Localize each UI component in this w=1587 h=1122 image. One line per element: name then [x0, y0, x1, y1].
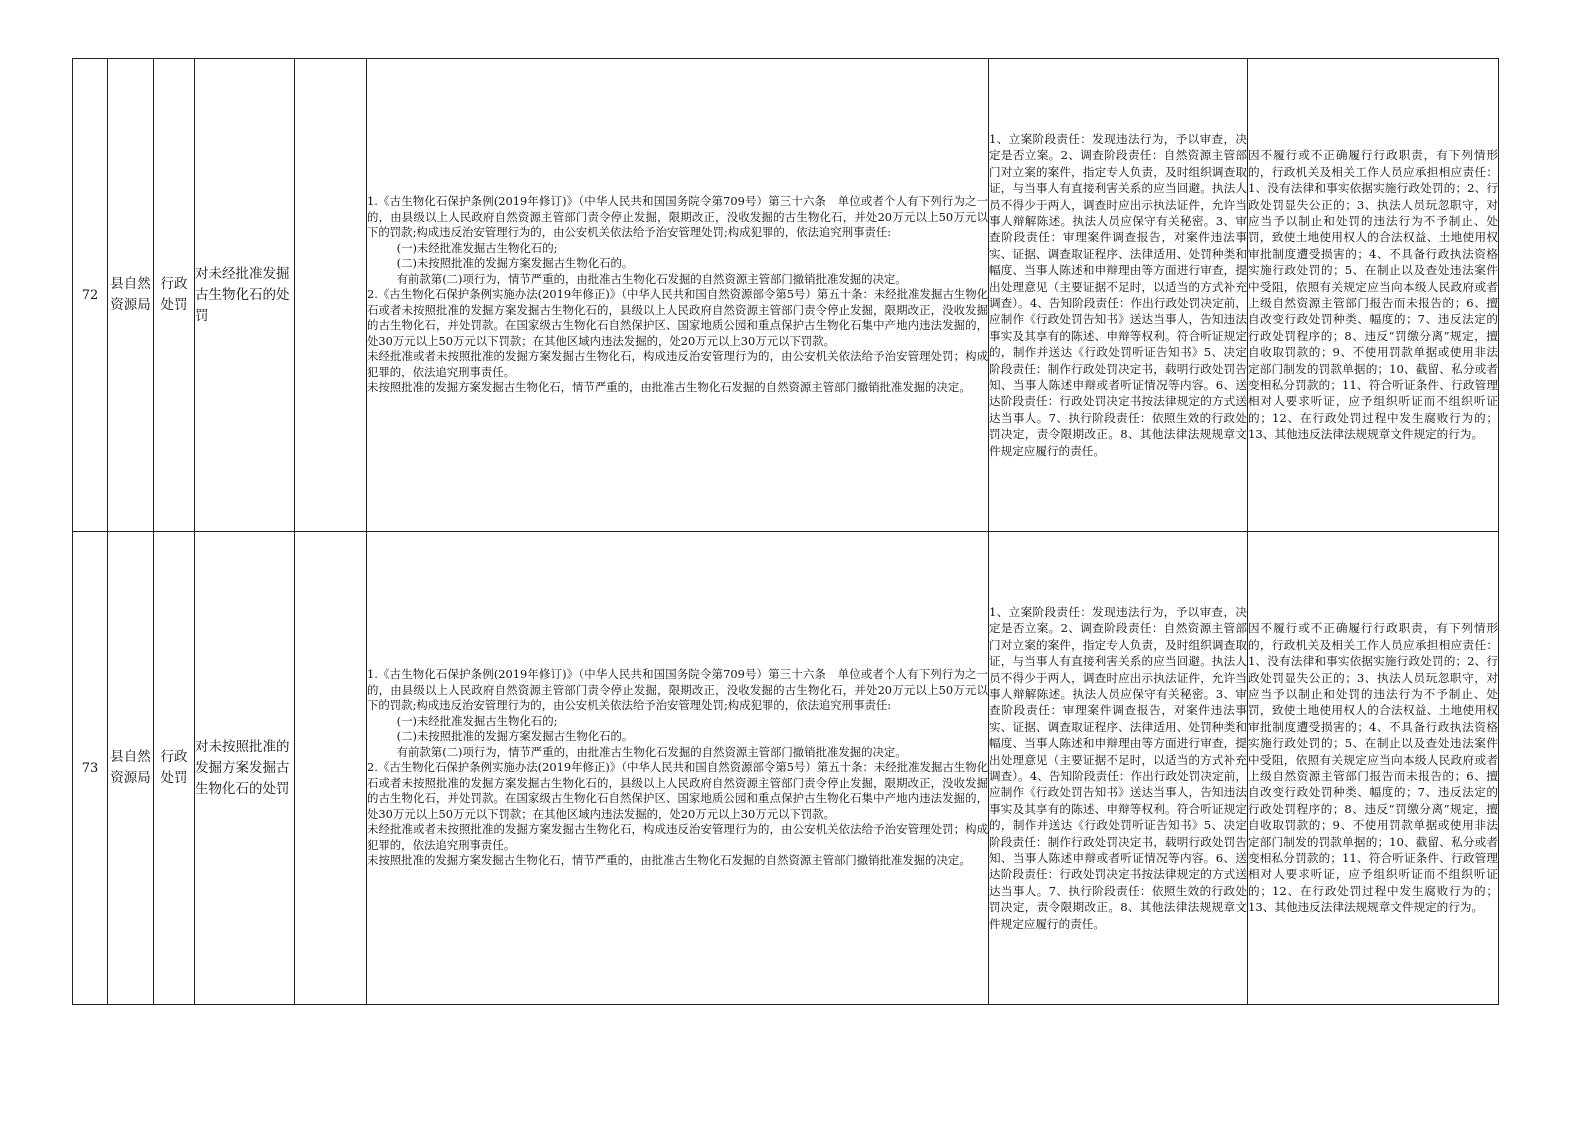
basis-paragraph: 2.《古生物化石保护条例实施办法(2019年修正)》（中华人民共和国自然资源部令第5号）第五十条：未经批准发掘古生物化石或者未按照批准的发掘方案发掘古生物化石的，县级以上人民政府自然资源主管部门责令停止发掘，限期改正，没收发掘的古生物化石，并处罚款。在国家级古生物化石自然保护区、国家地质公园和重点保护古生物化石集中产地内违法发掘的，处30万元以上50万元以下罚款；在其他区域内违法发掘的，处20万元以上30万元以下罚款。: [367, 287, 988, 348]
power-type-cell: 行政处罚: [154, 532, 195, 1005]
basis-paragraph: 未按照批准的发掘方案发掘古生物化石，情节严重的，由批准古生物化石发掘的自然资源主管部门撤销批准发掘的决定。: [367, 853, 971, 868]
basis-paragraph: 1.《古生物化石保护条例(2019年修订)》（中华人民共和国国务院令第709号）第三十六条 单位或者个人有下列行为之一的，由县级以上人民政府自然资源主管部门责令停止发掘，限期改正，没收发掘的古生物化石，并处20万元以上50万元以下的罚款;构成违反治安管理行为的，由公安机关依法给予治安管理处罚;构成犯罪的，依法追究刑事责任:: [367, 194, 988, 240]
table-row: [73, 532, 1499, 1005]
basis-paragraph: (一)未经批准发掘古生物化石的;: [396, 240, 558, 255]
basis-paragraph: 未按照批准的发掘方案发掘古生物化石，情节严重的，由批准古生物化石发掘的自然资源主管部门撤销批准发掘的决定。: [367, 380, 971, 395]
row-number: 73: [73, 532, 108, 1005]
responsibility-cell: 1、立案阶段责任：发现违法行为，予以审查，决定是否立案。2、调查阶段责任：自然资源主管部门对立案的案件，指定专人负责，及时组织调查取证，与当事人有直接利害关系的应当回避。执法人员不得少于两人，调查时应出示执法证件，允许当事人辩解陈述。执法人员应保守有关秘密。3、审查阶段责任：审理案件调查报告，对案件违法事实、证据、调查取证程序、法律适用、处罚种类和幅度、当事人陈述和申辩理由等方面进行审查，提出处理意见（主要证据不足时，以适当的方式补充调查）。4、告知阶段责任：作出行政处罚决定前，应制作《行政处罚告知书》送达当事人，告知违法事实及其享有的陈述、申辩等权利。符合听证规定的，制作并送达《行政处罚听证告知书》5、决定阶段责任：制作行政处罚决定书，载明行政处罚告知、当事人陈述申辩或者听证情况等内容。6、送达阶段责任：行政处罚决定书按法律规定的方式送达当事人。7、执行阶段责任：依照生效的行政处罚决定，责令限期改正。8、其他法律法规规章文件规定应履行的责任。: [989, 59, 1248, 532]
liability-cell: 因不履行或不正确履行行政职责，有下列情形的，行政机关及相关工作人员应承担相应责任：1、没有法律和事实依据实施行政处罚的；2、行政处罚显失公正的；3、执法人员玩忽职守，对应当予以制止和处罚的违法行为不予制止、处罚，致使土地使用权人的合法权益、土地使用权审批制度遭受损害的；4、不具备行政执法资格实施行政处罚的；5、在制止以及查处违法案件中受阻，依照有关规定应当向本级人民政府或者上级自然资源主管部门报告而未报告的；6、擅自改变行政处罚种类、幅度的；7、违反法定的行政处罚程序的；8、违反“罚缴分离”规定，擅自收取罚款的；9、不使用罚款单据或使用非法定部门制发的罚款单据的；10、截留、私分或者变相私分罚款的；11、符合听证条件、行政管理相对人要求听证，应予组织听证而不组织听证的；12、在行政处罚过程中发生腐败行为的；13、其他违反法律法规规章文件规定的行为。: [1248, 59, 1499, 532]
power-list-table: [72, 58, 1499, 1005]
basis-paragraph: 未经批准或者未按照批准的发掘方案发掘古生物化石，构成违反治安管理行为的，由公安机关依法给予治安管理处罚；构成犯罪的，依法追究刑事责任。: [367, 349, 988, 379]
department-cell: 县自然资源局: [108, 59, 154, 532]
basis-paragraph: (二)未按照批准的发掘方案发掘古生物化石的。: [396, 256, 634, 271]
item-name-cell: 对未按照批准的发掘方案发掘古生物化石的处罚: [195, 532, 295, 1005]
basis-paragraph: (一)未经批准发掘古生物化石的;: [396, 713, 558, 728]
empty-cell: [295, 59, 367, 532]
legal-basis-cell: [367, 59, 989, 532]
basis-paragraph: 未经批准或者未按照批准的发掘方案发掘古生物化石，构成违反治安管理行为的，由公安机关依法给予治安管理处罚；构成犯罪的，依法追究刑事责任。: [367, 822, 988, 852]
legal-basis-cell: [367, 532, 989, 1005]
table-row: [73, 59, 1499, 532]
empty-cell: [295, 532, 367, 1005]
responsibility-cell: 1、立案阶段责任：发现违法行为，予以审查，决定是否立案。2、调查阶段责任：自然资源主管部门对立案的案件，指定专人负责，及时组织调查取证，与当事人有直接利害关系的应当回避。执法人员不得少于两人，调查时应出示执法证件，允许当事人辩解陈述。执法人员应保守有关秘密。3、审查阶段责任：审理案件调查报告，对案件违法事实、证据、调查取证程序、法律适用、处罚种类和幅度、当事人陈述和申辩理由等方面进行审查，提出处理意见（主要证据不足时，以适当的方式补充调查）。4、告知阶段责任：作出行政处罚决定前，应制作《行政处罚告知书》送达当事人，告知违法事实及其享有的陈述、申辩等权利。符合听证规定的，制作并送达《行政处罚听证告知书》5、决定阶段责任：制作行政处罚决定书，载明行政处罚告知、当事人陈述申辩或者听证情况等内容。6、送达阶段责任：行政处罚决定书按法律规定的方式送达当事人。7、执行阶段责任：依照生效的行政处罚决定，责令限期改正。8、其他法律法规规章文件规定应履行的责任。: [989, 532, 1248, 1005]
power-type-cell: 行政处罚: [154, 59, 195, 532]
liability-cell: 因不履行或不正确履行行政职责，有下列情形的，行政机关及相关工作人员应承担相应责任：1、没有法律和事实依据实施行政处罚的；2、行政处罚显失公正的；3、执法人员玩忽职守，对应当予以制止和处罚的违法行为不予制止、处罚，致使土地使用权人的合法权益、土地使用权审批制度遭受损害的；4、不具备行政执法资格实施行政处罚的；5、在制止以及查处违法案件中受阻，依照有关规定应当向本级人民政府或者上级自然资源主管部门报告而未报告的；6、擅自改变行政处罚种类、幅度的；7、违反法定的行政处罚程序的；8、违反“罚缴分离”规定，擅自收取罚款的；9、不使用罚款单据或使用非法定部门制发的罚款单据的；10、截留、私分或者变相私分罚款的；11、符合听证条件、行政管理相对人要求听证，应予组织听证而不组织听证的；12、在行政处罚过程中发生腐败行为的；13、其他违反法律法规规章文件规定的行为。: [1248, 532, 1499, 1005]
basis-paragraph: (二)未按照批准的发掘方案发掘古生物化石的。: [396, 729, 634, 744]
basis-paragraph: 有前款第(二)项行为，情节严重的，由批准古生物化石发掘的自然资源主管部门撤销批准发掘的决定。: [396, 271, 907, 286]
basis-paragraph: 1.《古生物化石保护条例(2019年修订)》（中华人民共和国国务院令第709号）第三十六条 单位或者个人有下列行为之一的，由县级以上人民政府自然资源主管部门责令停止发掘，限期改正，没收发掘的古生物化石，并处20万元以上50万元以下的罚款;构成违反治安管理行为的，由公安机关依法给予治安管理处罚;构成犯罪的，依法追究刑事责任:: [367, 667, 988, 713]
row-number: 72: [73, 59, 108, 532]
department-cell: 县自然资源局: [108, 532, 154, 1005]
basis-paragraph: 2.《古生物化石保护条例实施办法(2019年修正)》（中华人民共和国自然资源部令第5号）第五十条：未经批准发掘古生物化石或者未按照批准的发掘方案发掘古生物化石的，县级以上人民政府自然资源主管部门责令停止发掘，限期改正，没收发掘的古生物化石，并处罚款。在国家级古生物化石自然保护区、国家地质公园和重点保护古生物化石集中产地内违法发掘的，处30万元以上50万元以下罚款；在其他区域内违法发掘的，处20万元以上30万元以下罚款。: [367, 760, 988, 821]
item-name-cell: 对未经批准发掘古生物化石的处罚: [195, 59, 295, 532]
basis-paragraph: 有前款第(二)项行为，情节严重的，由批准古生物化石发掘的自然资源主管部门撤销批准发掘的决定。: [396, 744, 907, 759]
